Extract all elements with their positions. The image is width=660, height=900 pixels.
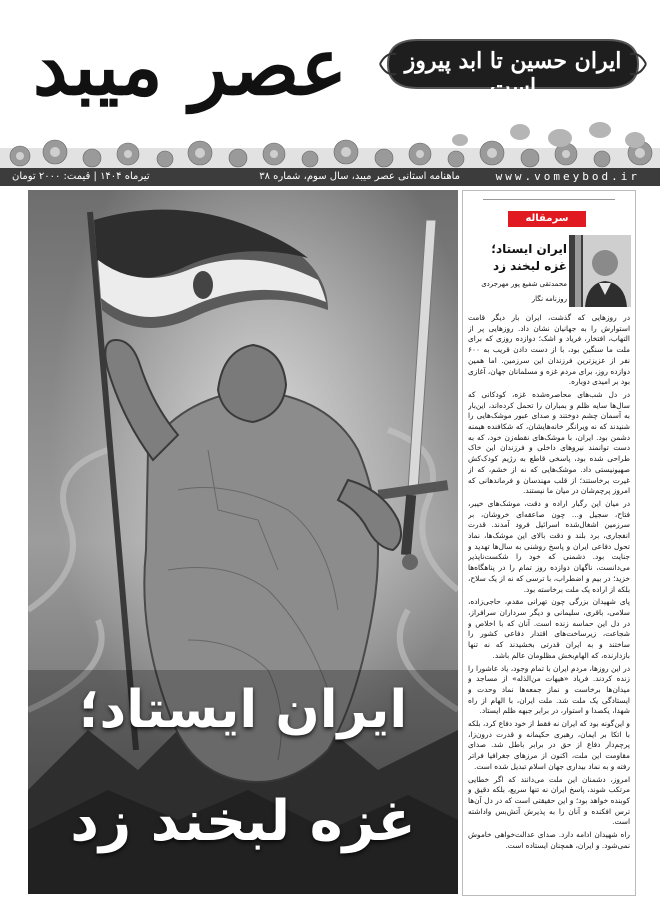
issue-date: تیرماه ۱۴۰۴ xyxy=(100,171,150,182)
editorial-paragraph: در این روزها، مردم ایران با تمام وجود، یاد عاشورا را زنده کردند. فریاد «هیهات من‌الذله» از مساجد و میدان‌ها برخاست و نماز جمعه‌ها نماد وحدت و ایستادگی یک ملت شد. ملت ایران، با الهام از راه شهدا، یکصدا و استوار، در برابر جبهه ظلم ایستاد. xyxy=(468,663,630,716)
portrait-icon xyxy=(569,235,631,307)
editorial-role: روزنامه نگار xyxy=(531,295,567,303)
info-bar xyxy=(0,168,660,186)
date-price xyxy=(12,168,150,186)
editorial-paragraph: در دل شب‌های محاصره‌شده غزه، کودکانی که سال‌ها سایه ظلم و بمباران را تحمل کرده‌اند، این‌بار به آسمان چشم دوختند و صدای عبور موشک‌هایی را شنیدند که نه ویرانگر خانه‌هایشان، که شکافنده هیمنه دشمن بود. ایران، با موشک‌های نقطه‌زن خود، که به دست توانمند نیروهای داخلی و فرزندان این خاک طراحی شده بود، پاسخی قاطع به رژیم کودک‌کش صهیونیستی داد. موشک‌هایی که نه از خشم، که از غیرت برخاستند؛ از قلب مهندسان و فرماندهانی که امروز پرچم‌شان در میان ما نیستند. xyxy=(468,389,630,496)
editorial-paragraph: راه شهیدان ادامه دارد. صدای عدالت‌خواهی خاموش نمی‌شود. و ایران، همچنان ایستاده است. xyxy=(468,830,630,850)
issue-price: قیمت: ۲۰۰۰ تومان xyxy=(12,171,91,182)
editorial-author: محمدتقی شفیع پور مهرجردی xyxy=(481,280,567,288)
editorial-paragraph: پای شهیدان بزرگی چون تهرانی مقدم، حاجی‌زاده، سلامی، باقری، سلیمانی و دیگر سرداران سرافراز، در دل این حماسه زنده است. آنان که با اخلاص و شجاعت، زیرساخت‌های اقتدار دفاعی کشور را ساختند و به ایران قدرتی بخشیدند که نه تنها بازدارنده، که الهام‌بخش مظلومان عالم باشد. xyxy=(468,597,630,660)
editorial-body xyxy=(468,313,630,891)
headline-line-1: ایران ایستاد؛ xyxy=(78,680,408,740)
slogan-text: ایران حسین تا ابد پیروز است xyxy=(404,48,622,100)
slogan-banner xyxy=(378,32,648,100)
headline-line-2: غزه لبخند زد xyxy=(70,789,416,854)
flag-emblem xyxy=(193,271,213,299)
poster-illustration xyxy=(28,190,458,894)
editorial-column xyxy=(462,190,636,896)
editorial-paragraph: و این‌گونه بود که ایران نه فقط از خود دفاع کرد، بلکه با اتکا بر ایمان، رهبری حکیمانه و قدرت درون‌زا، پرچم‌دار دفاع از حق در برابر باطل شد. صدای مقاومت این ملت، اکنون از مرزهای جغرافیا فراتر رفته و به نماد بیداری جهان اسلام تبدیل شده است. xyxy=(468,719,630,771)
editorial-paragraph: امروز، دشمنان این ملت می‌دانند که اگر خطایی مرتکب شوند، پاسخ ایران نه تنها سریع، بلکه دقیق و کوبنده خواهد بود؛ و این حقیقتی است که در دل آن‌ها ترس افکنده و آنان را به پذیرش آتش‌بس واداشته است. xyxy=(468,774,630,827)
editorial-paragraph: در روزهایی که گذشت، ایران بار دیگر قامت استوارش را به جهانیان نشان داد. روزهایی پر از التهاب، افتخار، فریاد و اشک؛ دوازده روزی که برای ملت ما سنگین بود، با از دست دادن قریب به ۶۰۰ نفر از عزیزترین فرزندان این سرزمین. اما همین دوازده روز، برای مردم غزه و مسلمانان جهان، آغازی بود بر امیدی دوباره. xyxy=(468,313,630,387)
separator: | xyxy=(90,171,97,182)
website-link[interactable]: www.vomeybod.ir xyxy=(495,170,640,183)
issue-info: ماهنامه استانی عصر میبد، سال سوم، شماره ۳۸ xyxy=(259,171,460,182)
masthead xyxy=(0,0,660,186)
author-photo xyxy=(569,235,631,307)
section-label: سرمقاله xyxy=(508,211,586,227)
floral-border-icon xyxy=(0,118,660,170)
editorial-title: ایران ایستاد؛ غزه لبخند زد xyxy=(491,242,567,273)
editorial-paragraph: در میان این رگبار اراده و دقت، موشک‌های خیبر، فتاح، سجیل و... چون صاعقه‌ای خروشان، بر سرزمین اشغال‌شده اسرائیل فرود آمدند. قدرت انفجاری، برد بلند و دقت بالای این موشک‌ها، نماد تحول دفاعی ایران و پاسخ روشنی به سال‌ها تهدید و جنایت بود. دشمنی که خود را شکست‌ناپذیر می‌دانست، ناگهان دوازده روز تمام را در پناهگاه‌ها خزید؛ در بیم و اضطراب، با ترسی که نه از یک سلاح، بلکه از اراده یک ملت برخاسته بود. xyxy=(468,498,630,594)
logo-text: عصر میبد xyxy=(32,22,348,113)
